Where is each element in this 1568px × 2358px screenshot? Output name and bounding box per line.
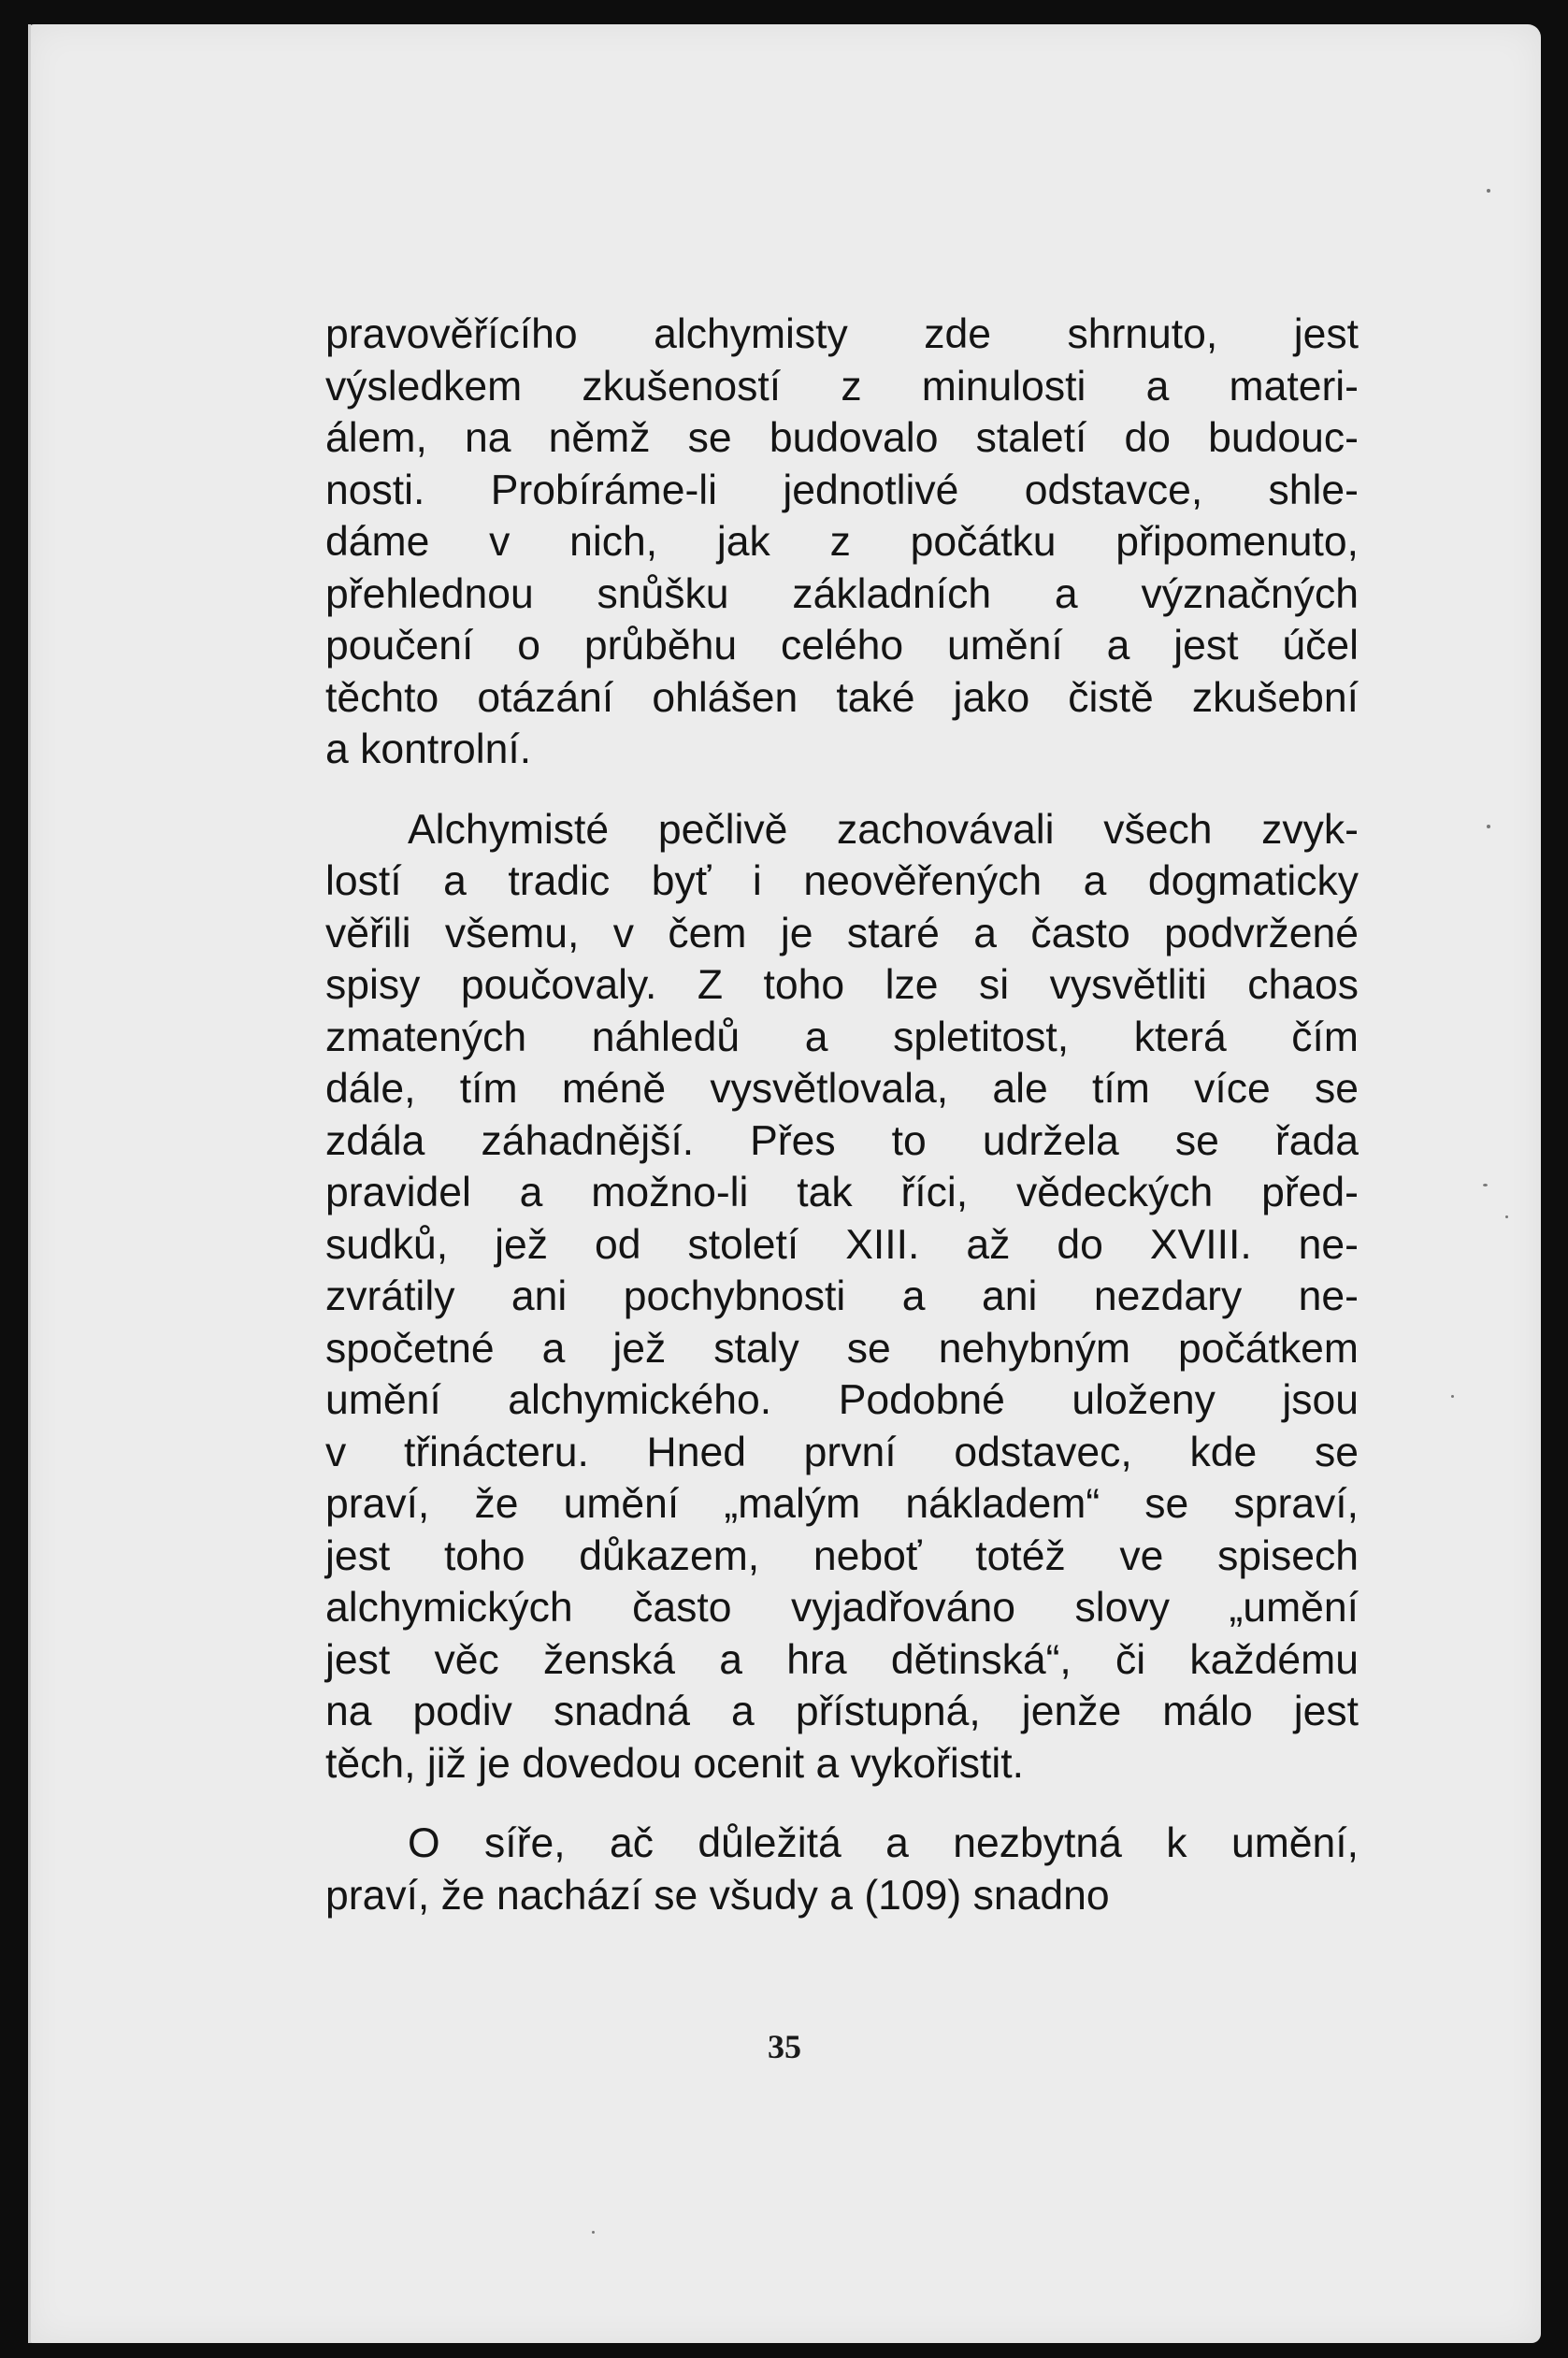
text-line: těch, již je dovedou ocenit a vykořistit.: [325, 1740, 1024, 1787]
text-line: zmatených náhledů a spletitost, která čím: [325, 1014, 1359, 1060]
text-line: jest věc ženská a hra dětinská“, či každému: [325, 1636, 1359, 1683]
dust-speck: [1487, 189, 1490, 193]
dust-speck: [1451, 1395, 1454, 1398]
dust-speck: [1483, 1184, 1488, 1186]
dust-speck: [1505, 1215, 1508, 1218]
text-line: pravidel a možno-li tak říci, vědeckých před-: [325, 1170, 1359, 1215]
paragraph: [325, 309, 1359, 776]
paragraph: [325, 804, 1359, 1790]
text-line: lostí a tradic byť i neověřených a dogmaticky: [325, 858, 1359, 904]
text-line: přehlednou snůšku základních a význačných: [325, 570, 1359, 617]
text-line: v třinácteru. Hned první odstavec, kde se: [325, 1429, 1359, 1475]
page-edge: [28, 24, 31, 2343]
page-number: 35: [768, 2028, 801, 2065]
body-text: [325, 309, 1359, 1921]
text-line: praví, že nachází se všudy a (109) snadno: [325, 1872, 1110, 1919]
text-line: jest toho důkazem, neboť totéž ve spisech: [325, 1532, 1359, 1579]
text-line: věřili všemu, v čem je staré a často podvržené: [325, 910, 1359, 956]
text-line: nosti. Probíráme-li jednotlivé odstavce, shle-: [325, 467, 1359, 513]
text-line: zdála záhadnější. Přes to udržela se řada: [325, 1117, 1359, 1164]
text-line: a kontrolní.: [325, 726, 532, 772]
text-line: pravověřícího alchymisty zde shrnuto, jest: [325, 311, 1359, 357]
text-line: praví, že umění „malým nákladem“ se spraví,: [325, 1481, 1359, 1527]
text-line: álem, na němž se budovalo staletí do budouc-: [325, 415, 1359, 461]
text-line: dále, tím méně vysvětlovala, ale tím více se: [325, 1066, 1359, 1112]
text-line: alchymických často vyjadřováno slovy „umění: [325, 1585, 1359, 1631]
text-line: umění alchymického. Podobné uloženy jsou: [325, 1377, 1359, 1423]
text-line: O síře, ač důležitá a nezbytná k umění,: [408, 1820, 1359, 1866]
text-line: zvrátily ani pochybnosti a ani nezdary ne-: [325, 1273, 1359, 1319]
text-line: spisy poučovaly. Z toho lze si vysvětliti chaos: [325, 962, 1359, 1008]
text-line: na podiv snadná a přístupná, jenže málo jest: [325, 1689, 1359, 1734]
dust-speck: [1487, 825, 1490, 828]
paragraph: [325, 1818, 1359, 1921]
dust-speck: [592, 2231, 595, 2234]
text-line: výsledkem zkušeností z minulosti a materi-: [325, 363, 1359, 410]
text-line: sudků, jež od století XIII. až do XVIII. ne-: [325, 1221, 1359, 1268]
text-line: těchto otázání ohlášen také jako čistě zkušební: [325, 674, 1359, 721]
text-line: Alchymisté pečlivě zachovávali všech zvyk-: [408, 806, 1359, 853]
text-line: poučení o průběhu celého umění a jest účel: [325, 623, 1359, 669]
book-page: [28, 24, 1541, 2343]
text-line: dáme v nich, jak z počátku připomenuto,: [325, 519, 1359, 565]
text-line: spočetné a jež staly se nehybným počátkem: [325, 1325, 1359, 1372]
